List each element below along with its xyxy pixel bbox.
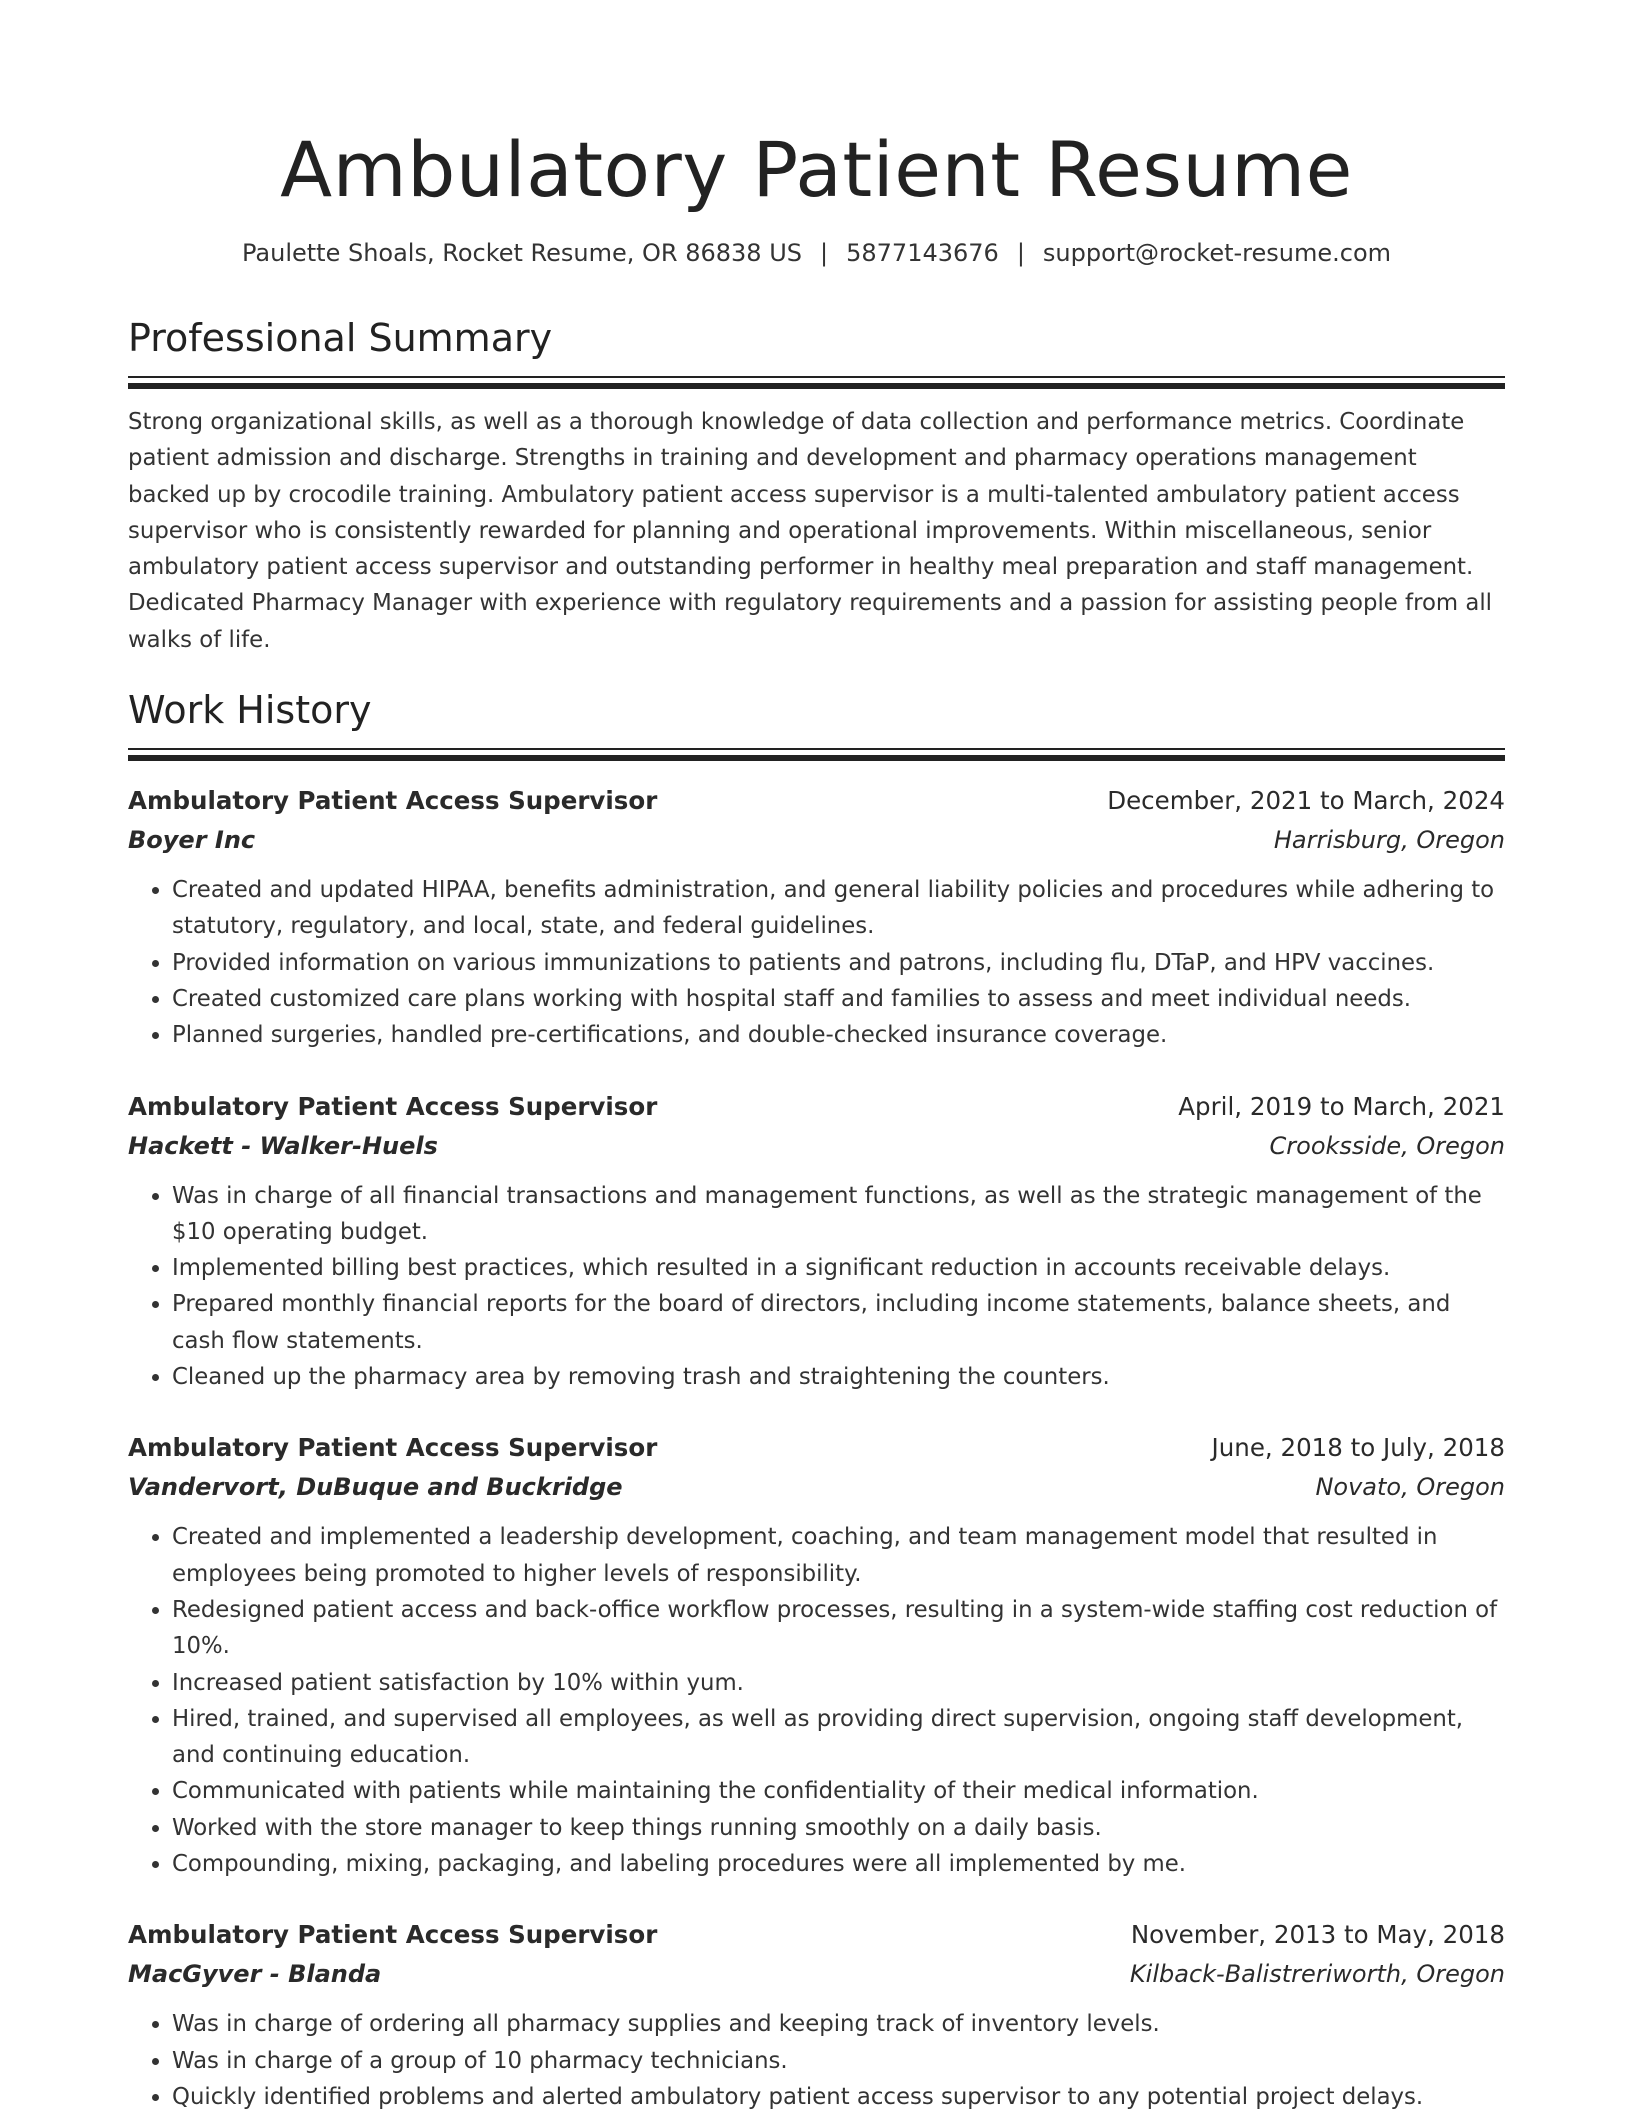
resume-page [128, 0, 1505, 2115]
job-bullet-list [128, 1519, 1505, 1882]
job-company: Vandervort, DuBuque and Buckridge [128, 1473, 623, 1502]
job-entry [128, 1088, 1505, 1396]
contact-phone: 5877143676 [846, 239, 999, 267]
job-header-row [128, 782, 1505, 820]
job-bullet-list [128, 2006, 1505, 2115]
job-bullet: • Increased patient satisfaction by 10% within yum. [172, 1665, 1505, 1701]
job-company: MacGyver - Blanda [128, 1960, 382, 1989]
resume-title: Ambulatory Patient Resume [280, 125, 1353, 214]
job-bullet: • Cleaned up the pharmacy area by removing trash and straightening the counters. [172, 1359, 1505, 1395]
job-title: Ambulatory Patient Access Supervisor [128, 1091, 658, 1121]
job-dates: June, 2018 to July, 2018 [1211, 1433, 1505, 1463]
job-header-row [128, 1088, 1505, 1126]
job-bullet: • Was in charge of a group of 10 pharmacy technicians. [172, 2043, 1505, 2079]
job-bullet: • Communicated with patients while maintaining the confidentiality of their medical information. [172, 1773, 1505, 1809]
job-list [128, 782, 1505, 2115]
job-company: Hackett - Walker-Huels [128, 1131, 438, 1160]
job-header-row [128, 1916, 1505, 1954]
job-dates: November, 2013 to May, 2018 [1130, 1920, 1505, 1950]
job-bullet: • Worked with the store manager to keep things running smoothly on a daily basis. [172, 1810, 1505, 1846]
job-title: Ambulatory Patient Access Supervisor [128, 786, 658, 816]
job-bullet: • Implemented billing best practices, which resulted in a significant reduction in accounts receivable delays. [172, 1250, 1505, 1286]
job-bullet: • Planned surgeries, handled pre-certifications, and double-checked insurance coverage. [172, 1017, 1505, 1053]
job-bullet: • Prepared monthly financial reports for the board of directors, including income statements, balance sheets, and cash flow statements. [172, 1286, 1505, 1359]
job-title: Ambulatory Patient Access Supervisor [128, 1920, 658, 1950]
job-subheader-row [128, 1467, 1505, 1507]
job-subheader-row [128, 820, 1505, 860]
job-entry [128, 1916, 1505, 2115]
job-entry [128, 1429, 1505, 1882]
job-bullet: • Was in charge of all financial transactions and management functions, as well as the strategic management of the $10 operating budget. [172, 1178, 1505, 1251]
job-bullet: • Provided information on various immunizations to patients and patrons, including flu, DTaP, and HPV vaccines. [172, 945, 1505, 981]
job-dates: April, 2019 to March, 2021 [1178, 1091, 1505, 1121]
job-bullet: • Created customized care plans working with hospital staff and families to assess and meet individual needs. [172, 981, 1505, 1017]
job-bullet: • Quickly identified problems and alerted ambulatory patient access supervisor to any potential project delays. [172, 2079, 1505, 2115]
job-bullet: • Created and updated HIPAA, benefits administration, and general liability policies and procedures while adhering to statutory, regulatory, and local, state, and federal guidelines. [172, 872, 1505, 945]
job-entry [128, 782, 1505, 1053]
job-bullet: • Created and implemented a leadership development, coaching, and team management model that resulted in employees being promoted to higher levels of responsibility. [172, 1519, 1505, 1592]
job-bullet: • Hired, trained, and supervised all employees, as well as providing direct supervision, ongoing staff development, and continuing education. [172, 1701, 1505, 1774]
job-location: Novato, Oregon [1315, 1473, 1505, 1502]
section-divider [128, 376, 1505, 390]
job-dates: December, 2021 to March, 2024 [1107, 786, 1505, 816]
job-subheader-row [128, 1126, 1505, 1166]
job-bullet-list [128, 872, 1505, 1053]
job-bullet: • Redesigned patient access and back-office workflow processes, resulting in a system-wide staffing cost reduction of 10%. [172, 1592, 1505, 1665]
job-title: Ambulatory Patient Access Supervisor [128, 1433, 658, 1463]
job-bullet-list [128, 1178, 1505, 1396]
contact-address: Paulette Shoals, Rocket Resume, OR 86838 US [242, 239, 803, 267]
job-bullet: • Was in charge of ordering all pharmacy supplies and keeping track of inventory levels. [172, 2006, 1505, 2042]
contact-email: support@rocket-resume.com [1042, 239, 1391, 267]
job-header-row [128, 1429, 1505, 1467]
job-company: Boyer Inc [128, 826, 256, 855]
job-location: Harrisburg, Oregon [1273, 826, 1505, 855]
section-heading-work: Work History [128, 688, 372, 733]
contact-line [128, 236, 1505, 270]
section-heading-summary: Professional Summary [128, 316, 553, 360]
work-history-section [128, 686, 1505, 2115]
job-bullet: • Compounding, mixing, packaging, and labeling procedures were all implemented by me. [172, 1846, 1505, 1882]
professional-summary-section [128, 314, 1505, 658]
summary-text: Strong organizational skills, as well as a thorough knowledge of data collection and performance metrics. Coordinate patient admission and discharge. Strengths in training and development and pharmacy operations management backed up by crocodile training. Ambulatory patient access supervisor is a multi-talented ambulatory patient access supervisor who is consistently rewarded for planning and operational improvements. Within miscellaneous, senior ambulatory patient access supervisor and outstanding performer in healthy meal preparation and staff management. Dedicated Pharmacy Manager with experience with regulatory requirements and a passion for assisting people from all walks of life. [128, 409, 1492, 653]
contact-separator: | [1016, 239, 1025, 267]
job-location: Crooksside, Oregon [1269, 1131, 1505, 1160]
contact-separator: | [820, 239, 829, 267]
job-subheader-row [128, 1954, 1505, 1994]
section-divider [128, 748, 1505, 762]
job-location: Kilback-Balistreriworth, Oregon [1129, 1960, 1505, 1989]
